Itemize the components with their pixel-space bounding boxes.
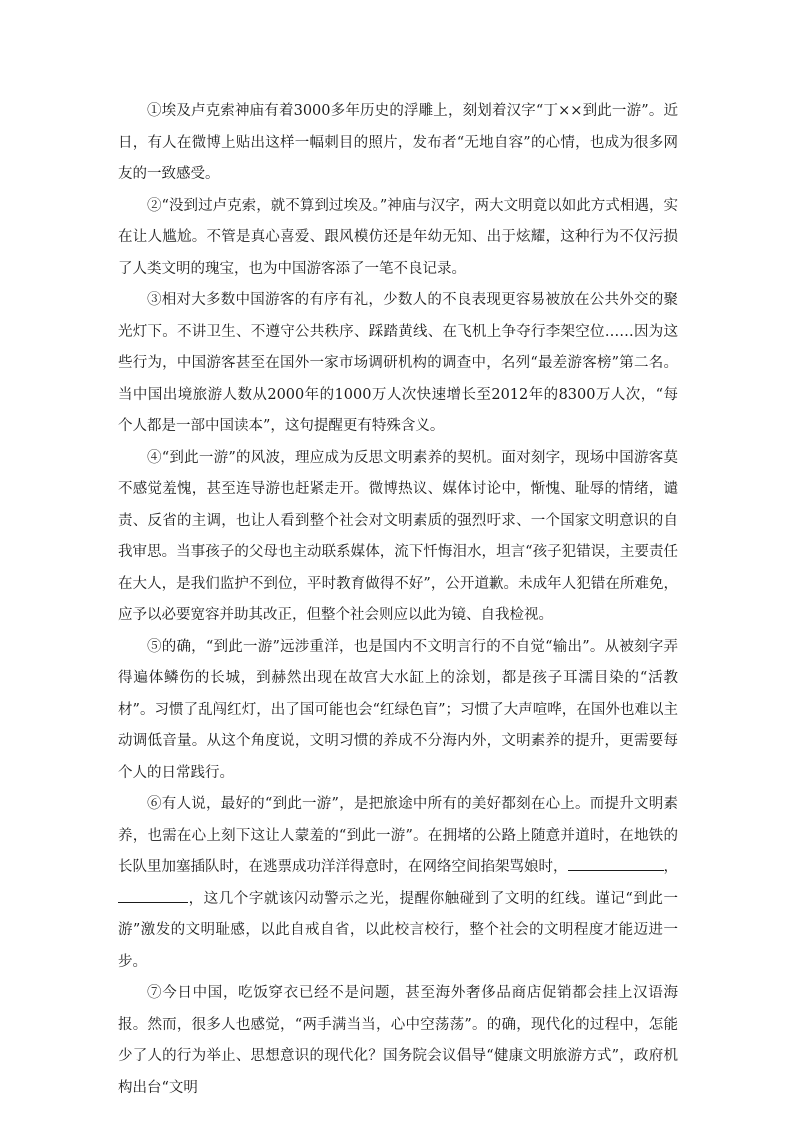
- paragraph-7: ⑦今日中国，吃饭穿衣已经不是问题，甚至海外奢侈品商店促销都会挂上汉语海报。然而，很多人也感觉，“两手满当当，心中空荡荡”。的确，现代化的过程中，怎能少了人的行为举止、思想意识的现代化？国务院会议倡导“健康文明旅游方式”，政府机构出台“文明: [118, 985, 678, 1096]
- paragraph-6-part-3: ，这几个字就该闪动警示之光，提醒你触碰到了文明的红线。谨记“到此一游”激发的文明耻感，以此自戒自省，以此校言校行，整个社会的文明程度才能迈进一步。: [118, 890, 678, 970]
- answer-blank-2: [118, 884, 188, 903]
- paragraph-4: ④“到此一游”的风波，理应成为反思文明素养的契机。面对刻字，现场中国游客莫不感觉羞愧，甚至连导游也赶紧走开。微博热议、媒体讨论中，惭愧、耻辱的情绪，谴责、反省的主调，也让人看到整个社会对文明素质的强烈吁求、一个国家文明意识的自我审思。当事孩子的父母也主动联系媒体，流下忏悔泪水，坦言“孩子犯错误，主要责任在大人，是我们监护不到位，平时教育做得不好”，公开道歉。未成年人犯错在所难免，应予以必要宽容并助其改正，但整个社会则应以此为镜、自我检视。: [118, 449, 678, 623]
- article-body: [118, 96, 678, 1104]
- paragraph-5: ⑤的确，“到此一游”远涉重洋，也是国内不文明言行的不自觉“输出”。从被刻字弄得遍体鳞伤的长城，到赫然出现在故宫大水缸上的涂划，都是孩子耳濡目染的“活教材”。习惯了乱闯红灯，出了国可能也会“红绿色盲”；习惯了大声喧哗，在国外也难以主动调低音量。从这个角度说，文明习惯的养成不分海内外，文明素养的提升，更需要每个人的日常践行。: [118, 638, 678, 781]
- paragraph-6-part-1: ⑥有人说，最好的“到此一游”，是把旅途中所有的美好都刻在心上。而提升文明素养，也需在心上刻下这让人蒙羞的“到此一游”。在拥堵的公路上随意并道时，在地铁的长队里加塞插队时，在逃票成功洋洋得意时，在网络空间掐架骂娘时，: [118, 796, 678, 875]
- paragraph-6-part-2: ，: [663, 859, 678, 875]
- answer-blank-1: [568, 852, 664, 871]
- paragraph-3: ③相对大多数中国游客的有序有礼，少数人的不良表现更容易被放在公共外交的聚光灯下。不讲卫生、不遵守公共秩序、踩踏黄线、在飞机上争夺行李架空位……因为这些行为，中国游客甚至在国外一家市场调研机构的调查中，名列“最差游客榜”第二名。当中国出境旅游人数从2000年的1000万人次快速增长至2012年的8300万人次，“每个人都是一部中国读本”，这句提醒更有特殊含义。: [118, 292, 678, 434]
- paragraph-6: [118, 789, 678, 978]
- paragraph-1: ①埃及卢克索神庙有着3000多年历史的浮雕上，刻划着汉字“丁××到此一游”。近日，有人在微博上贴出这样一幅刺目的照片，发布者“无地自容”的心情，也成为很多网友的一致感受。: [118, 103, 678, 182]
- paragraph-2: ②“没到过卢克索，就不算到过埃及。”神庙与汉字，两大文明竟以如此方式相遇，实在让人尴尬。不管是真心喜爱、跟风模仿还是年幼无知、出于炫耀，这种行为不仅污损了人类文明的瑰宝，也为中国游客添了一笔不良记录。: [118, 197, 678, 277]
